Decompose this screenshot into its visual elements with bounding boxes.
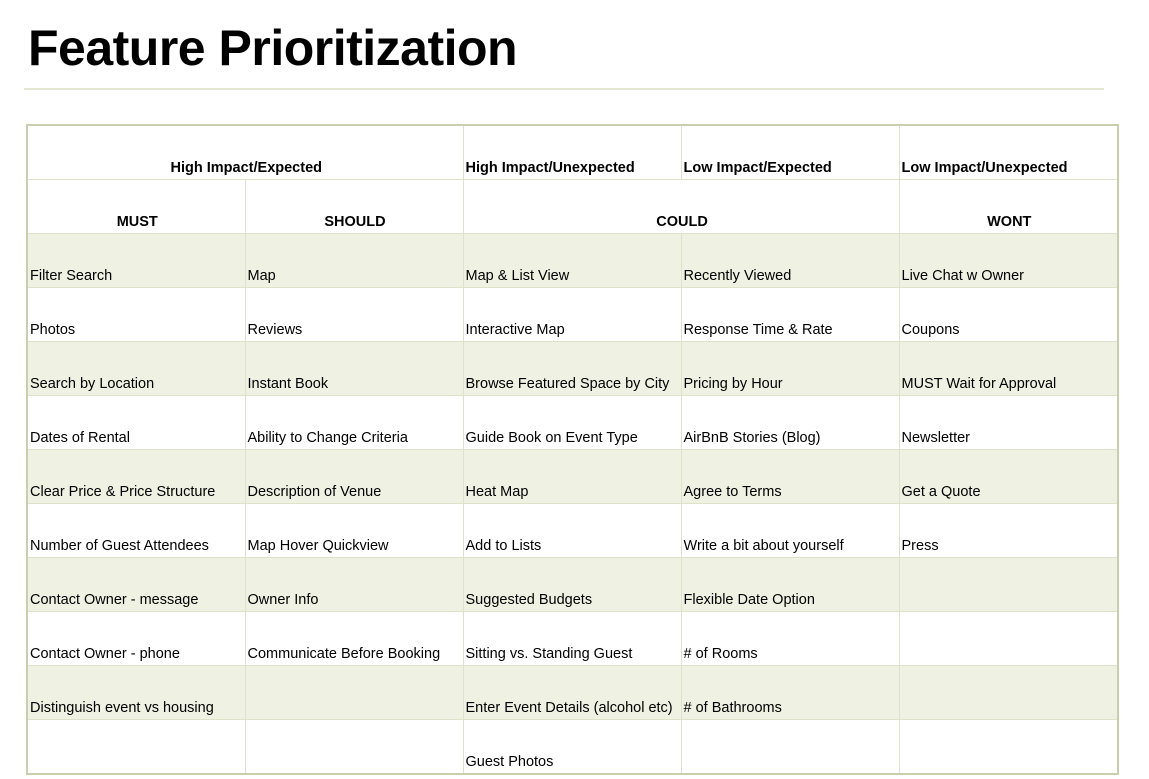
table-row <box>27 666 1118 720</box>
table-cell-could-low[interactable]: Write a bit about yourself <box>681 504 899 558</box>
table-cell-could-high[interactable]: Guide Book on Event Type <box>463 396 681 450</box>
table-cell-wont[interactable]: MUST Wait for Approval <box>899 342 1118 396</box>
table-row <box>27 342 1118 396</box>
page-title: Feature Prioritization <box>28 20 518 76</box>
table-cell-wont[interactable] <box>899 558 1118 612</box>
table-cell-must[interactable]: Contact Owner - phone <box>27 612 245 666</box>
impact-header-high-unexpected[interactable]: High Impact/Unexpected <box>463 125 681 180</box>
table-cell-could-low[interactable]: AirBnB Stories (Blog) <box>681 396 899 450</box>
table-cell-should[interactable]: Map <box>245 234 463 288</box>
table-cell-could-high[interactable]: Enter Event Details (alcohol etc) <box>463 666 681 720</box>
table-cell-could-low[interactable]: Agree to Terms <box>681 450 899 504</box>
table-cell-could-low[interactable]: # of Bathrooms <box>681 666 899 720</box>
table-row <box>27 504 1118 558</box>
table-cell-should[interactable]: Map Hover Quickview <box>245 504 463 558</box>
table-cell-wont[interactable] <box>899 666 1118 720</box>
table-cell-should[interactable]: Description of Venue <box>245 450 463 504</box>
category-header-must[interactable]: MUST <box>27 180 245 234</box>
table-cell-could-low[interactable]: # of Rooms <box>681 612 899 666</box>
table-cell-could-high[interactable]: Sitting vs. Standing Guest <box>463 612 681 666</box>
table-cell-could-high[interactable]: Guest Photos <box>463 720 681 775</box>
table-row <box>27 288 1118 342</box>
impact-header-high-expected[interactable]: High Impact/Expected <box>27 125 463 180</box>
table-cell-could-low[interactable]: Flexible Date Option <box>681 558 899 612</box>
impact-header-low-expected[interactable]: Low Impact/Expected <box>681 125 899 180</box>
table-cell-wont[interactable] <box>899 720 1118 775</box>
table-cell-must[interactable]: Photos <box>27 288 245 342</box>
table-row <box>27 450 1118 504</box>
table-cell-must[interactable]: Filter Search <box>27 234 245 288</box>
table-cell-could-low[interactable]: Response Time & Rate <box>681 288 899 342</box>
title-divider <box>24 88 1104 90</box>
table-cell-wont[interactable]: Coupons <box>899 288 1118 342</box>
table-cell-could-high[interactable]: Map & List View <box>463 234 681 288</box>
table-cell-could-low[interactable] <box>681 720 899 775</box>
table-cell-wont[interactable]: Press <box>899 504 1118 558</box>
table-cell-should[interactable] <box>245 666 463 720</box>
table-cell-wont[interactable]: Newsletter <box>899 396 1118 450</box>
category-header-could[interactable]: COULD <box>463 180 899 234</box>
table-cell-must[interactable]: Distinguish event vs housing <box>27 666 245 720</box>
table-cell-could-high[interactable]: Interactive Map <box>463 288 681 342</box>
category-header-row <box>27 180 1118 234</box>
table-cell-should[interactable]: Instant Book <box>245 342 463 396</box>
table-row <box>27 396 1118 450</box>
category-header-wont[interactable]: WONT <box>899 180 1118 234</box>
table-cell-should[interactable] <box>245 720 463 775</box>
table-row <box>27 612 1118 666</box>
prioritization-table <box>26 124 1119 775</box>
category-header-should[interactable]: SHOULD <box>245 180 463 234</box>
table-cell-wont[interactable]: Live Chat w Owner <box>899 234 1118 288</box>
table-cell-could-high[interactable]: Suggested Budgets <box>463 558 681 612</box>
table-cell-could-low[interactable]: Pricing by Hour <box>681 342 899 396</box>
table-cell-wont[interactable]: Get a Quote <box>899 450 1118 504</box>
table-row <box>27 558 1118 612</box>
table-cell-wont[interactable] <box>899 612 1118 666</box>
table-cell-could-low[interactable]: Recently Viewed <box>681 234 899 288</box>
table-cell-must[interactable]: Clear Price & Price Structure <box>27 450 245 504</box>
table-cell-should[interactable]: Owner Info <box>245 558 463 612</box>
table-cell-must[interactable]: Number of Guest Attendees <box>27 504 245 558</box>
table-cell-must[interactable]: Search by Location <box>27 342 245 396</box>
impact-header-low-unexpected[interactable]: Low Impact/Unexpected <box>899 125 1118 180</box>
table-cell-should[interactable]: Communicate Before Booking <box>245 612 463 666</box>
table-row <box>27 234 1118 288</box>
table-cell-must[interactable] <box>27 720 245 775</box>
table-cell-must[interactable]: Dates of Rental <box>27 396 245 450</box>
impact-header-row <box>27 125 1118 180</box>
table-cell-could-high[interactable]: Add to Lists <box>463 504 681 558</box>
table-cell-could-high[interactable]: Browse Featured Space by City <box>463 342 681 396</box>
table-cell-should[interactable]: Ability to Change Criteria <box>245 396 463 450</box>
table-row <box>27 720 1118 775</box>
table-cell-must[interactable]: Contact Owner - message <box>27 558 245 612</box>
table-cell-should[interactable]: Reviews <box>245 288 463 342</box>
table-cell-could-high[interactable]: Heat Map <box>463 450 681 504</box>
